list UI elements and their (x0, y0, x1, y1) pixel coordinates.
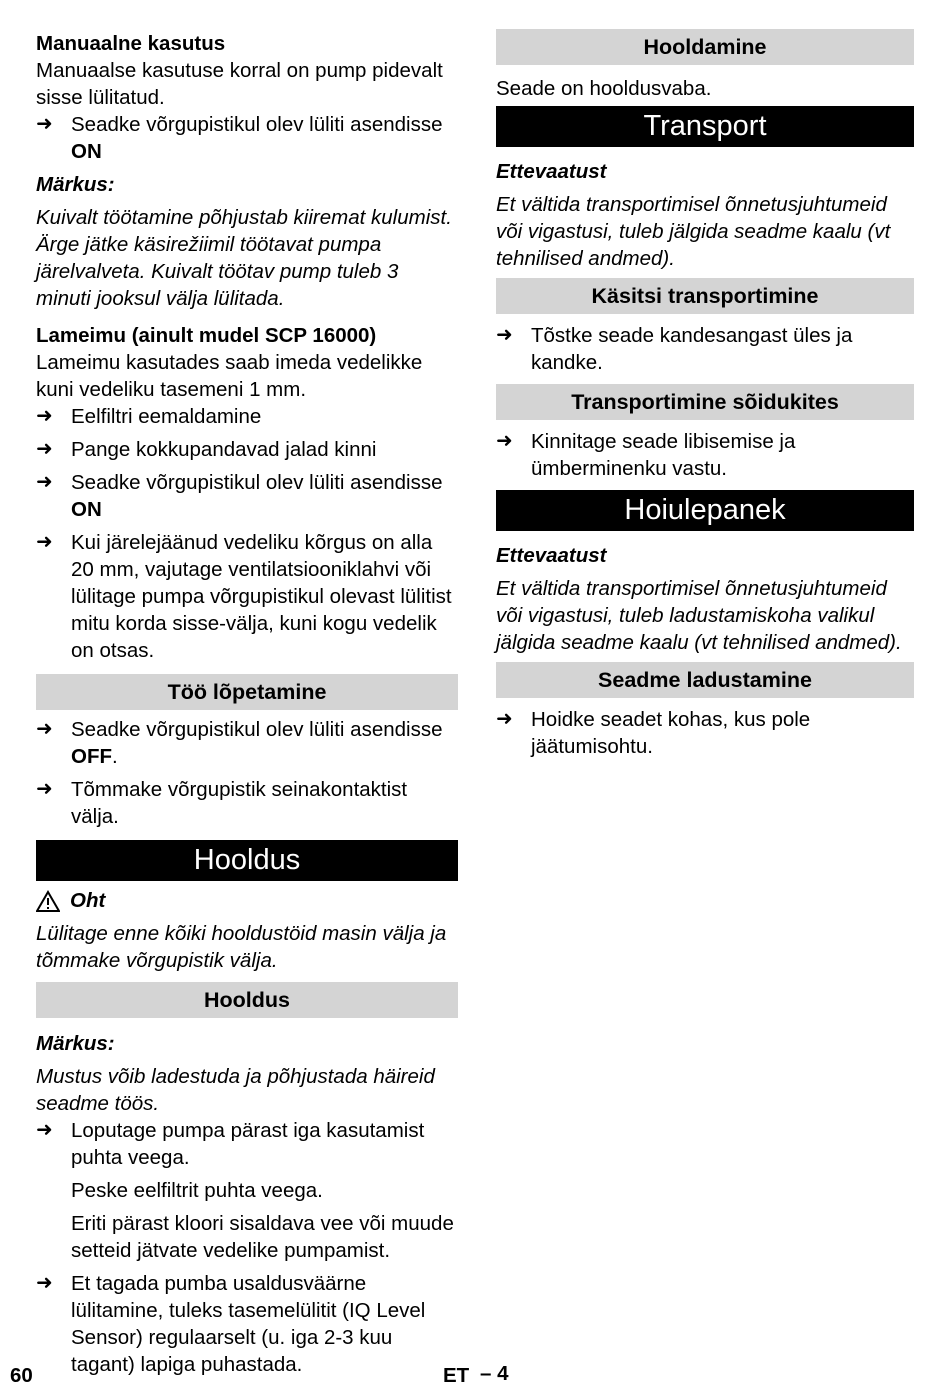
list-item (36, 1270, 458, 1378)
list-item-text: Et tagada pumba usaldusväärne lülitamine, tuleks tasemelülitit (IQ Level Sensor) regulaarselt (u. iga 2-3 kuu tagant) lapiga puhastada. (71, 1272, 426, 1376)
care-text: Seade on hooldusvaba. (496, 77, 712, 100)
switch-on-label: ON (71, 498, 102, 521)
warning-triangle-icon (36, 890, 60, 912)
arrow-right-icon: ➜ (496, 430, 513, 452)
list-item (36, 111, 458, 165)
arrow-right-icon: ➜ (496, 708, 513, 730)
section-heading-end-of-work: Töö lõpetamine (36, 674, 458, 710)
list-item-text: Hoidke seadet kohas, kus pole jäätumisohtu. (531, 708, 811, 758)
section-heading-maintenance: Hooldus (36, 982, 458, 1018)
list-item-text: Eelfiltri eemaldamine (71, 405, 262, 428)
punctuation: . (112, 745, 118, 768)
list-item-text: Loputage pumpa pärast iga kasutamist puhta veega. (71, 1119, 425, 1169)
section-page-number: – 4 (480, 1362, 509, 1385)
manual-use-text: Manuaalse kasutuse korral on pump pidevalt sisse lülitatud. (36, 59, 443, 109)
list-item (36, 469, 458, 523)
list-item (36, 403, 458, 430)
arrow-right-icon: ➜ (36, 405, 53, 427)
list-item (496, 428, 914, 482)
list-item (496, 706, 914, 760)
arrow-right-icon: ➜ (36, 718, 53, 740)
list-item (36, 1117, 458, 1171)
list-item-text: Kinnitage seade libisemise ja ümberminenku vastu. (531, 430, 796, 480)
caution-label: Ettevaatust (496, 160, 607, 183)
caution-text: Et vältida transportimisel õnnetusjuhtumeid või vigastusi, tuleb jälgida seadme kaalu (vt tehnilised andmed). (496, 193, 891, 270)
section-heading-manual-transport: Käsitsi transportimine (496, 278, 914, 314)
switch-on-label: ON (71, 140, 102, 163)
list-item-text: Pange kokkupandavad jalad kinni (71, 438, 377, 461)
section-heading-care: Hooldamine (496, 29, 914, 65)
caution-text: Et vältida transportimisel õnnetusjuhtumeid või vigastusi, tuleb ladustamiskoha valikul jälgida seadme kaalu (vt tehnilised andmed). (496, 577, 902, 654)
page-number: 60 (10, 1364, 33, 1387)
flat-suction-title: Lameimu (ainult mudel SCP 16000) (36, 324, 377, 347)
list-item-text: Seadke võrgupistikul olev lüliti asendisse (71, 471, 443, 494)
list-item (36, 716, 458, 770)
arrow-right-icon: ➜ (36, 438, 53, 460)
list-item-text: Kui järelejäänud vedeliku kõrgus on alla 20 mm, vajutage ventilatsiooniklahvi või lülitage pumpa võrgupistikul olevast lülitist mitu korda sisse-välja, kuni kogu vedelik on otsas. (71, 531, 452, 662)
note-label: Märkus: (36, 1032, 115, 1055)
section-bar-maintenance: Hooldus (36, 840, 458, 881)
arrow-right-icon: ➜ (36, 113, 53, 135)
flat-suction-text: Lameimu kasutades saab imeda vedelikke kuni vedeliku tasemeni 1 mm. (36, 351, 423, 401)
arrow-right-icon: ➜ (36, 1272, 53, 1294)
danger-text: Lülitage enne kõiki hooldustöid masin välja ja tõmmake võrgupistik välja. (36, 922, 447, 972)
arrow-right-icon: ➜ (496, 324, 513, 346)
caution-label: Ettevaatust (496, 544, 607, 567)
note-text: Kuivalt töötamine põhjustab kiiremat kulumist. Ärge jätke käsirežiimil töötavat pumpa järelvalveta. Kuivalt töötav pump tuleb 3 minuti jooksul välja lülitada. (36, 206, 452, 310)
section-bar-transport: Transport (496, 106, 914, 147)
note-text: Mustus võib ladestuda ja põhjustada häireid seadme töös. (36, 1065, 435, 1115)
list-item-text: Seadke võrgupistikul olev lüliti asendisse (71, 113, 443, 136)
arrow-right-icon: ➜ (36, 1119, 53, 1141)
note-label: Märkus: (36, 173, 115, 196)
section-heading-storage: Seadme ladustamine (496, 662, 914, 698)
danger-label: Oht (70, 889, 106, 912)
list-item-text: Seadke võrgupistikul olev lüliti asendisse (71, 718, 443, 741)
language-code: ET (443, 1364, 470, 1387)
arrow-right-icon: ➜ (36, 471, 53, 493)
list-subtext: Peske eelfiltrit puhta veega. (71, 1179, 323, 1202)
list-item-text: Tõstke seade kandesangast üles ja kandke. (531, 324, 853, 374)
left-column (36, 28, 458, 1378)
list-subtext: Eriti pärast kloori sisaldava vee või muude setteid jätvate vedelike pumpamist. (71, 1212, 454, 1262)
list-item (36, 529, 458, 664)
arrow-right-icon: ➜ (36, 778, 53, 800)
list-item (36, 776, 458, 830)
right-column (496, 28, 914, 760)
list-item (36, 436, 458, 463)
section-heading-vehicle-transport: Transportimine sõidukites (496, 384, 914, 420)
section-bar-storage: Hoiulepanek (496, 490, 914, 531)
switch-off-label: OFF (71, 745, 112, 768)
arrow-right-icon: ➜ (36, 531, 53, 553)
danger-row (36, 887, 458, 914)
manual-use-title: Manuaalne kasutus (36, 32, 226, 55)
list-item-text: Tõmmake võrgupistik seinakontaktist välja. (71, 778, 408, 828)
list-item (496, 322, 914, 376)
